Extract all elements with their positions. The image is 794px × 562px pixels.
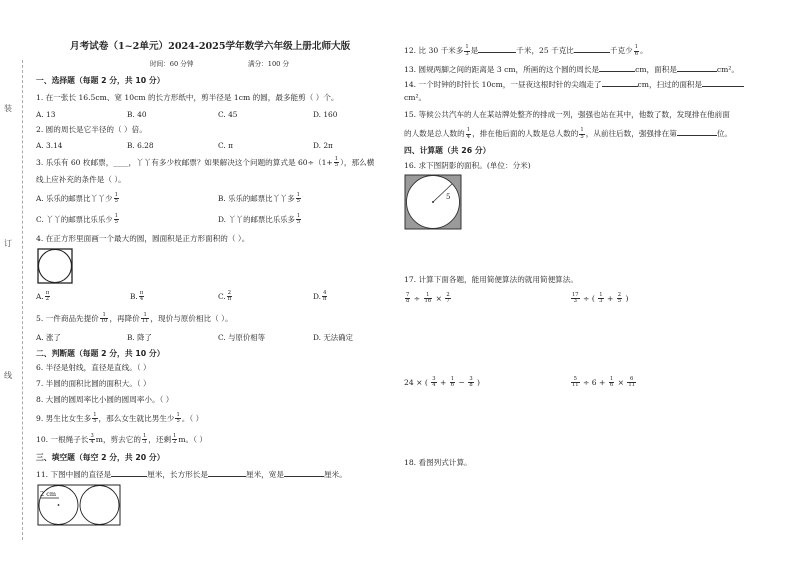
q3-option-c-fraction: $\frac{1}{5}$ xyxy=(114,213,118,226)
question-3-line1 xyxy=(36,157,374,169)
q3-option-d[interactable]: D. 丫丫的邮票比乐乐多 $\frac{1}{5}$ xyxy=(218,213,301,226)
q5-option-d[interactable]: D. 无法确定 xyxy=(313,333,353,342)
q11-blank-1[interactable] xyxy=(111,468,147,477)
section-heading-calc: 四、计算题（共 26 分） xyxy=(404,146,491,155)
question-4: 4. 在正方形里面画一个最大的圆，圆面积是正方形面积的（ ）。 xyxy=(36,234,250,243)
calc-item-2: $\frac{17}{3}$ ÷ ( $\frac{1}{3}$ + $\frac{2}{5}$ ) xyxy=(572,292,629,305)
q1-option-a[interactable]: A. 13 xyxy=(36,110,56,119)
q4-option-b[interactable]: B. $\frac{\pi}{4}$ xyxy=(130,290,144,303)
q14-unit: cm²。 xyxy=(404,93,427,102)
page-title: 月考试卷（1~2单元）2024-2025学年数学六年级上册北师大版 xyxy=(70,41,351,52)
question-11: 11. 下图中圆的直径是 厘米，长方形长是 厘米，宽是 厘米。 xyxy=(36,470,347,479)
q1-option-c[interactable]: C. 45 xyxy=(218,110,238,119)
question-5: 5. 一件商品先提价 $\frac{1}{10}$ ，再降价 $\frac{1}{11}$ ，现价与原价相比（ ）。 xyxy=(36,312,233,325)
q15-blank[interactable] xyxy=(677,127,717,136)
question-1: 1. 在一张长 16.5cm、宽 10cm 的长方形纸中，剪半径是 1cm 的圆，最多能剪（ ）个。 xyxy=(36,93,339,102)
q2-option-c[interactable]: C. π xyxy=(218,141,233,150)
question-7: 7. 半圆的面积比圆的面积大。（ ） xyxy=(36,379,151,388)
q4-option-d[interactable]: D. $\frac{4}{\pi}$ xyxy=(313,290,327,303)
question-15-line1: 15. 等候公共汽车的人在某站牌处整齐的排成一列，强强也站在其中，他数了数，发现排在他前面 xyxy=(404,110,730,119)
q3-option-a-fraction: $\frac{1}{5}$ xyxy=(114,192,118,205)
section-heading-choice: 一、选择题（每题 2 分，共 10 分） xyxy=(36,76,165,85)
margin-mark-zhuang: 装 xyxy=(4,104,12,113)
question-14: 14. 一个时钟的时针长 10cm，一昼夜这根时针的尖端走了 cm，扫过的面积是 xyxy=(404,78,744,90)
calc-item-4: $\frac{5}{11}$ ÷ 6 + $\frac{1}{6}$ × $\frac{6}{11}$ xyxy=(572,376,635,389)
q13-blank-2[interactable] xyxy=(677,63,717,72)
margin-mark-ding: 订 xyxy=(4,239,12,248)
q13-blank-1[interactable] xyxy=(599,63,635,72)
binding-line xyxy=(22,60,23,540)
question-18: 18. 看图列式计算。 xyxy=(404,458,472,467)
q11-blank-3[interactable] xyxy=(284,468,324,477)
q2-option-a[interactable]: A. 3.14 xyxy=(36,141,63,150)
margin-mark-xian: 线 xyxy=(4,371,12,380)
question-15-line2: 的人数是总人数的 $\frac{1}{4}$ ，排在他后面的人数是总人数的 $\frac{1}{5}$ ，从前往后数，强强排在第 位。 xyxy=(404,127,732,140)
score-label: 满分：100 分 xyxy=(248,60,290,68)
q3-option-b-fraction: $\frac{1}{5}$ xyxy=(296,192,300,205)
section-heading-judge: 二、判断题（每题 2 分，共 10 分） xyxy=(36,349,165,358)
q3-option-c[interactable]: C. 丫丫的邮票比乐乐少 $\frac{1}{5}$ xyxy=(36,213,118,226)
q3-text-a: 3. 乐乐有 60 枚邮票，____，丫丫有多少枚邮票？如果解决这个问题的算式是 60÷（1+ xyxy=(36,157,333,167)
q14-blank-2[interactable] xyxy=(702,78,744,87)
question-9: 9. 男生比女生多 $\frac{1}{5}$ ，那么女生就比男生少 $\frac{1}{5}$ 。（ ） xyxy=(36,412,204,425)
q3-text-end: ），那么横 xyxy=(340,157,375,167)
shaded-square-circle-figure xyxy=(404,174,462,230)
question-12: 12. 比 30 千米多 $\frac{1}{3}$ 是 千米，25 千克比 千克少 $\frac{1}{6}$ 。 xyxy=(404,44,648,57)
question-3-line2: 线上应补充的条件是（ ）。 xyxy=(36,175,126,184)
q11-blank-2[interactable] xyxy=(208,468,246,477)
square-with-circle-figure xyxy=(37,248,73,284)
q3-option-b[interactable]: B. 乐乐的邮票比丫丫多 $\frac{1}{5}$ xyxy=(218,192,300,205)
q14-blank-1[interactable] xyxy=(602,78,638,87)
q1-option-b[interactable]: B. 40 xyxy=(127,110,147,119)
question-17: 17. 计算下面各题，能用简便算法的就用简便算法。 xyxy=(404,275,578,284)
q5-option-c[interactable]: C. 与原价相等 xyxy=(218,333,266,342)
section-heading-fill: 三、填空题（每空 2 分，共 20 分） xyxy=(36,453,165,462)
calc-item-3: 24 × ( $\frac{3}{4}$ + $\frac{1}{6}$ − $\frac{3}{8}$ ) xyxy=(404,376,481,389)
q5-option-b[interactable]: B. 降了 xyxy=(127,333,152,342)
q2-option-d[interactable]: D. 2π xyxy=(313,141,333,150)
q3-fraction: $\frac{1}{5}$ xyxy=(334,156,339,169)
question-16: 16. 求下图阴影的面积。(单位：分米) xyxy=(404,161,531,170)
question-13: 13. 圆规两脚之间的距离是 3 cm，所画的这个圆的周长是 cm，面积是 cm²。 xyxy=(404,65,740,74)
q4-option-c[interactable]: C. $\frac{2}{\pi}$ xyxy=(218,290,232,303)
question-10: 10. 一根绳子长 $\frac{3}{4}$ m，剪去它的 $\frac{1}{3}$ ，还剩 $\frac{1}{2}$ m。（ ） xyxy=(36,433,207,446)
q12-blank-1[interactable] xyxy=(478,44,516,53)
q12-blank-2[interactable] xyxy=(574,44,610,53)
two-circles-rectangle-figure xyxy=(37,484,121,526)
q2-option-b[interactable]: B. 6.28 xyxy=(127,141,154,150)
q1-option-d[interactable]: D. 160 xyxy=(313,110,338,119)
q4-option-a[interactable]: A. $\frac{\pi}{2}$ xyxy=(36,290,50,303)
time-label: 时间：60 分钟 xyxy=(150,60,194,68)
q11-figure-label: 2 cm xyxy=(40,490,57,498)
q16-radius-label: 5 xyxy=(446,193,451,201)
q3-option-a[interactable]: A. 乐乐的邮票比丫丫少 $\frac{1}{5}$ xyxy=(36,192,118,205)
question-6: 6. 半径是射线，直径是直线。（ ） xyxy=(36,363,151,372)
q5-option-a[interactable]: A. 涨了 xyxy=(36,333,61,342)
question-2: 2. 圆的周长是它半径的（ ）倍。 xyxy=(36,125,147,134)
calc-item-1: $\frac{7}{8}$ ÷ $\frac{1}{16}$ × $\frac{2}{7}$ xyxy=(406,292,450,305)
q3-option-d-fraction: $\frac{1}{5}$ xyxy=(296,213,301,226)
question-8: 8. 大圆的圆周率比小圆的圆周率小。（ ） xyxy=(36,395,174,404)
